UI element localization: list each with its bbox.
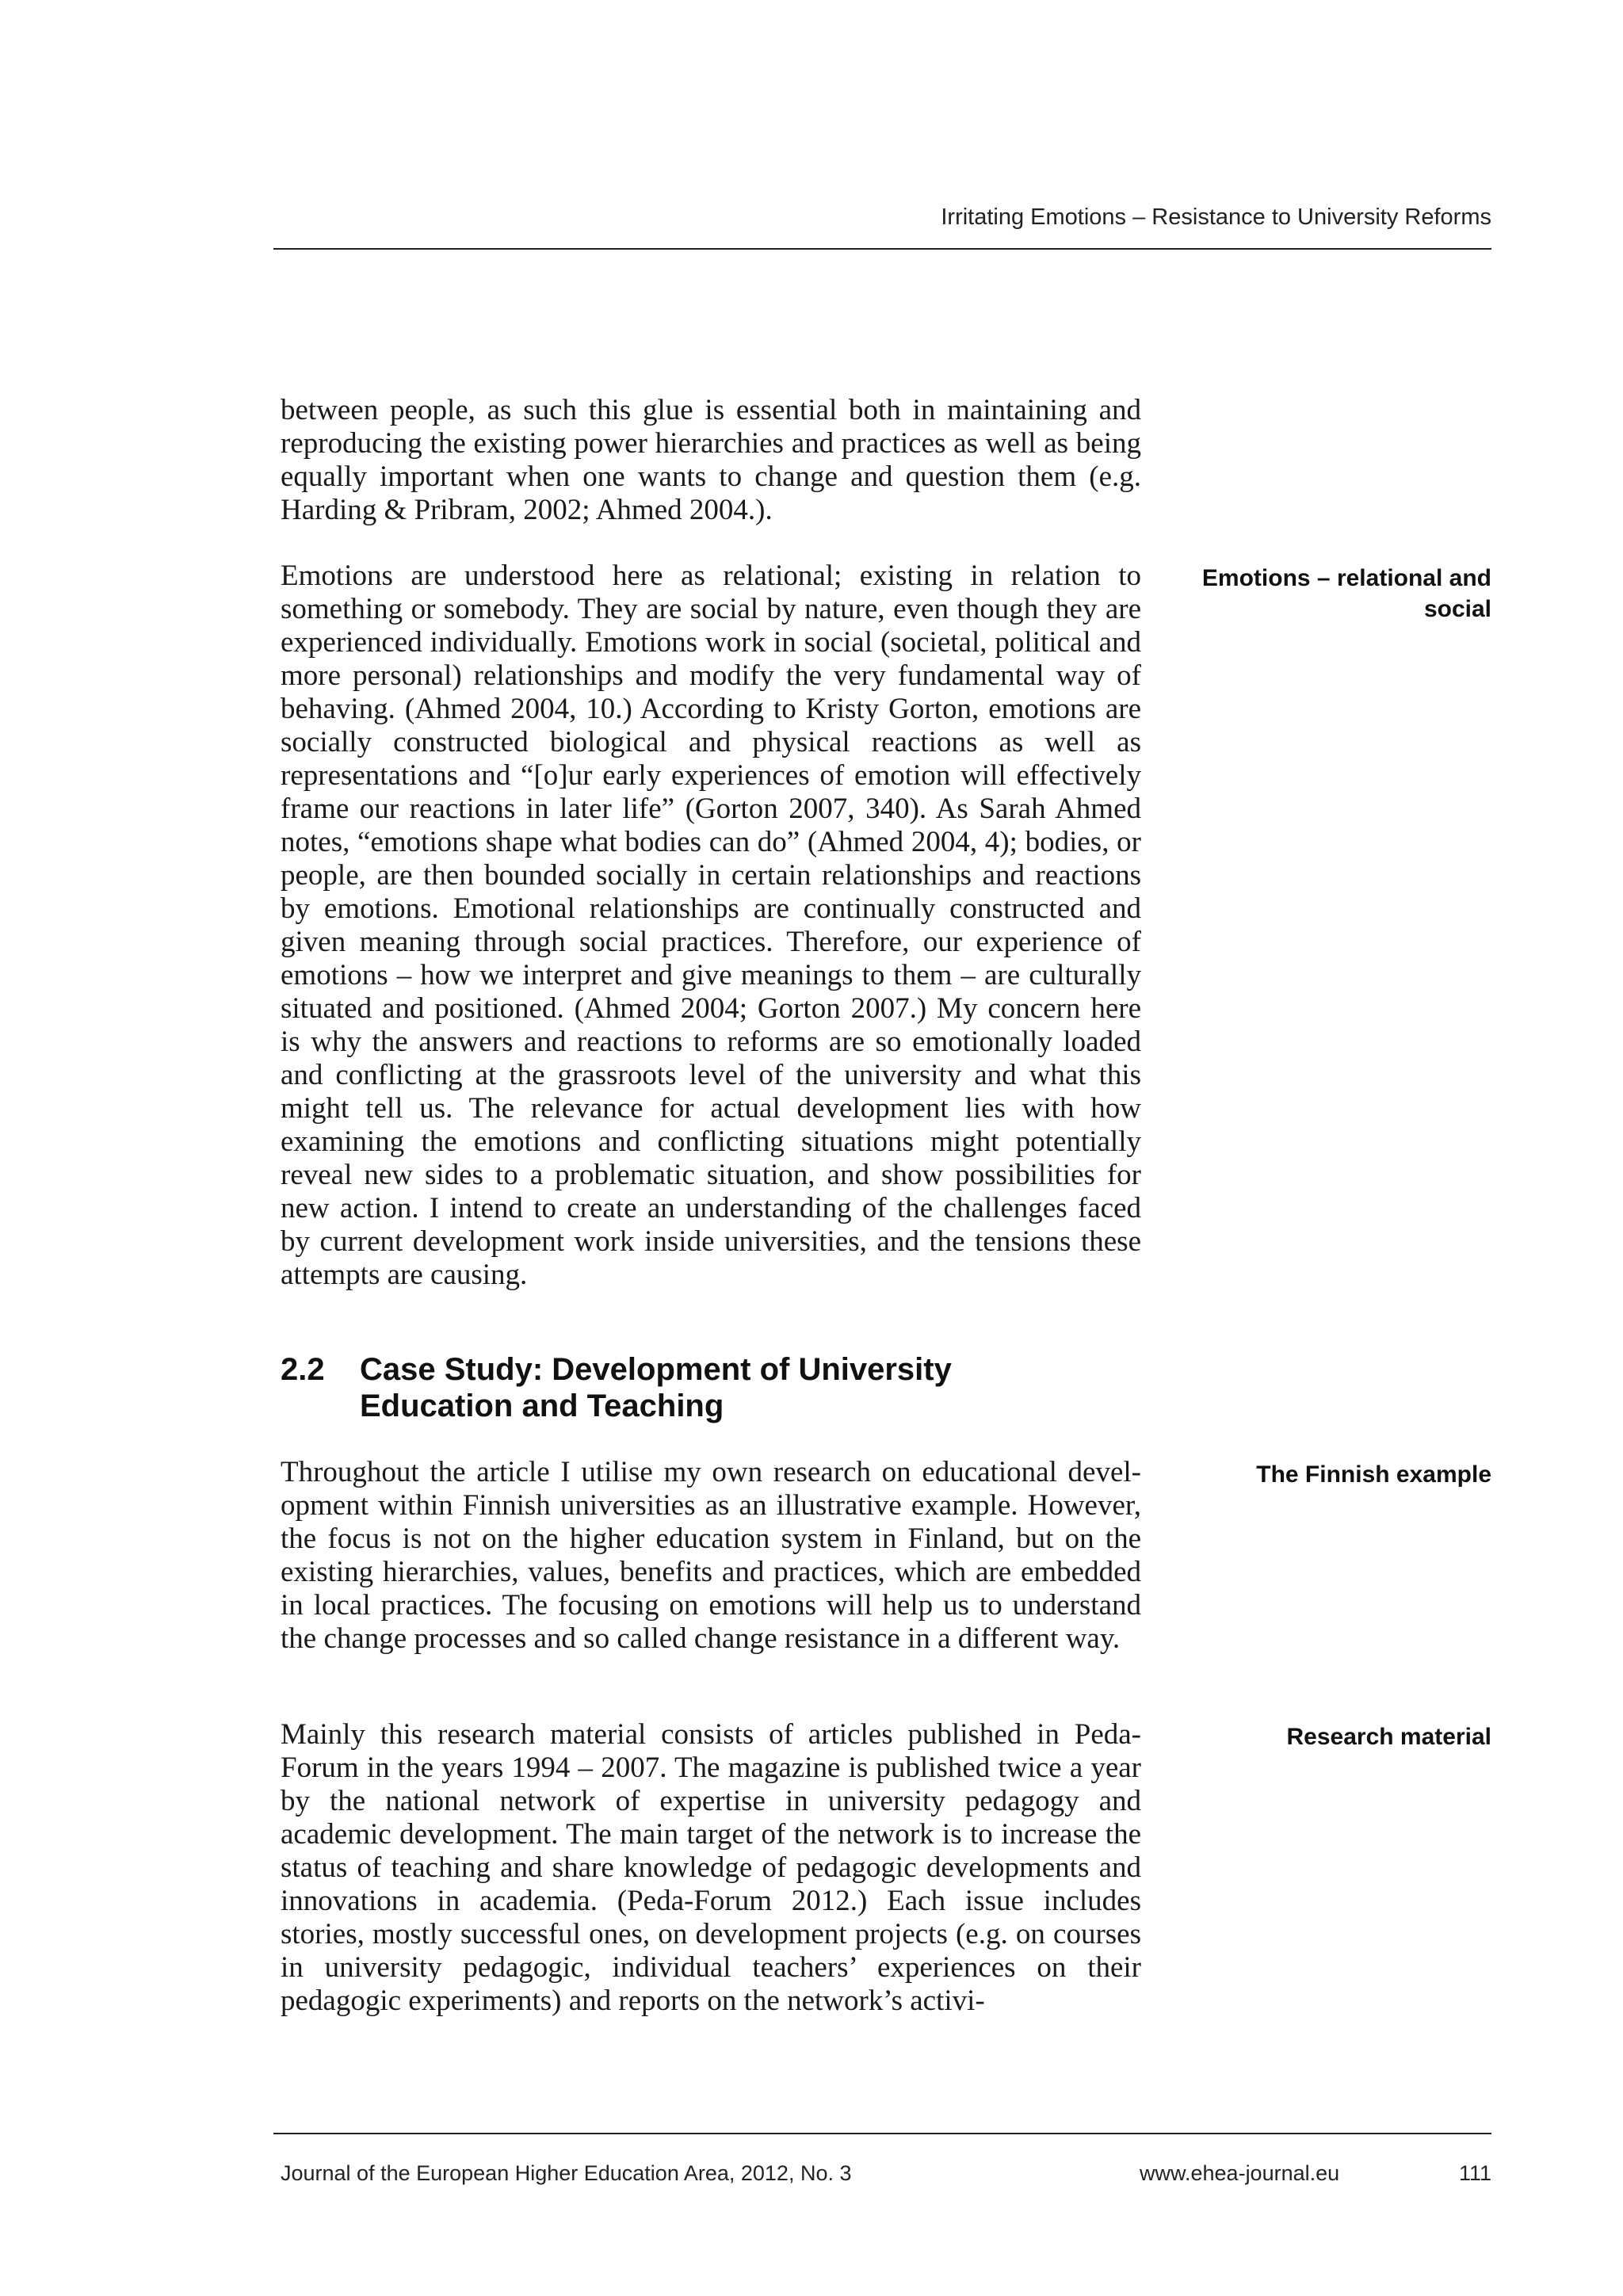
section-title: Case Study: Development of University Education and Teaching xyxy=(360,1352,952,1423)
section-heading xyxy=(281,1351,1057,1424)
footer-rule xyxy=(273,2133,1491,2134)
section-number: 2.2 xyxy=(281,1352,325,1387)
paragraph-research-material: Mainly this research material consists of articles published in Peda-Forum in the years 1994 – 2007. The magazine is published twice a year by the national network of expertise in university pedagogy and academic development. The main target of the network is to increase the status of teaching and share knowledge of pedagogic developments and innovations in academia. (Peda-Forum 2012.) Each issue includes stories, mostly successful ones, on development projects (e.g. on courses in university pedagogic, individual teachers’ experiences on their pedagogic experiments) and reports on the network’s activi- xyxy=(281,1718,1141,2017)
margin-note-finnish: The Finnish example xyxy=(1256,1461,1491,1488)
running-head: Irritating Emotions – Resistance to University Reforms xyxy=(941,204,1491,230)
margin-note-emotions: Emotions – relational and social xyxy=(1201,565,1491,622)
margin-note-research: Research material xyxy=(1286,1724,1491,1750)
page-number: 111 xyxy=(1458,2161,1491,2185)
paragraph-emotions: Emotions are understood here as relational; existing in relation to something or somebody. They are social by nature, even though they are experienced individually. Emotions work in social (societal, political and more personal) relationships and modify the very fundamental way of behaving. (Ahmed 2004, 10.) According to Kristy Gorton, emotions are socially constructed biological and physical reactions as well as representations and “[o]ur early experiences of emotion will effectively frame our reactions in later life” (Gorton 2007, 340). As Sarah Ahmed notes, “emotions shape what bodies can do” (Ahmed 2004, 4); bodies, or people, are then bounded socially in certain relationships and reactions by emotions. Emotional relationships are continually constructed and given meaning through social practices. Therefore, our experience of emotions – how we interpret and give meanings to them – are culturally situated and positioned. (Ahmed 2004; Gorton 2007.) My concern here is why the answers and reactions to reforms are so emotionally loaded and conflicting at the grassroots level of the university and what this might tell us. The relevance for actual development lies with how examining the emotions and conflicting situations might potentially reveal new sides to a problematic situation, and show possibilities for new action. I intend to create an understanding of the challenges faced by current development work inside universities, and the tensions these attempts are causing. xyxy=(281,560,1141,1291)
header-rule xyxy=(273,248,1491,250)
footer-url[interactable]: www.ehea-journal.eu xyxy=(1140,2161,1340,2185)
footer-journal: Journal of the European Higher Education Area, 2012, No. 3 xyxy=(281,2161,852,2185)
paragraph-continuation: between people, as such this glue is essential both in maintaining and reproducing the existing power hierarchies and practices as well as being equally important when one wants to change and question them (e.g. Harding & Pribram, 2002; Ahmed 2004.). xyxy=(281,394,1141,526)
paragraph-finnish-example: Throughout the article I utilise my own research on educational development within Finnish universities as an illustrative example. However, the focus is not on the higher education system in Finland, but on the existing hierarchies, values, benefits and practices, which are embedded in local practices. The focusing on emotions will help us to understand the change processes and so called change resistance in a different way. xyxy=(281,1456,1141,1655)
